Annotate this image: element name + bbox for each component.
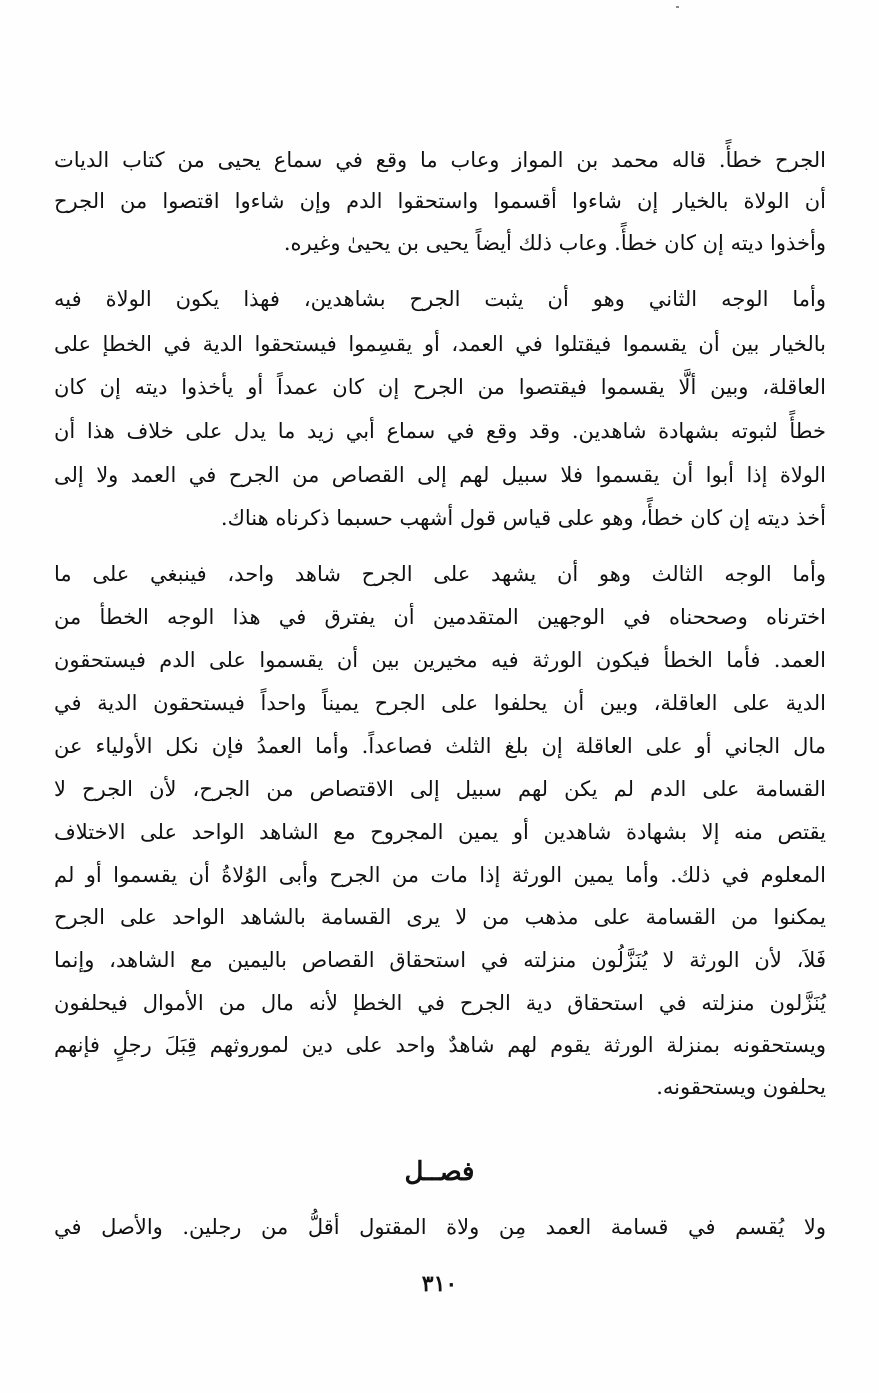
paragraph-1-line-3: وأخذوا ديته إن كان خطأً. وعاب ذلك أيضاً يحيى بن يحيىٰ وغيره.	[283, 231, 826, 255]
paragraph-3-line-9: يمكنوا من القسامة على مذهب من لا يرى القسامة بالشاهد الواحد على الجرح	[54, 905, 826, 929]
paragraph-1-line-2: أن الولاة بالخيار إن شاءوا أقسموا واستحقوا الدم وإن شاءوا اقتصوا من الجرح	[54, 189, 826, 213]
paragraph-3-line-6: القسامة على الدم لم يكن لهم سبيل إلى الاقتصاص من الجرح، لأن الجرح لا	[54, 777, 826, 801]
paragraph-4-line-1: ولا يُقسم في قسامة العمد مِن ولاة المقتول أقلُّ من رجلين. والأصل في	[54, 1215, 826, 1239]
page-number: ٣١٠	[421, 1271, 458, 1297]
paragraph-3-line-7: يقتص منه إلا بشهادة شاهدين أو يمين المجروح مع الشاهد الواحد على الاختلاف	[54, 820, 826, 844]
scan-mark	[676, 6, 679, 8]
paragraph-3-line-2: اخترناه وصححناه في الوجهين المتقدمين أن يفترق في هذا الوجه الخطأ من	[54, 605, 826, 629]
paragraph-2-line-1: وأما الوجه الثاني وهو أن يثبت الجرح بشاهدين، فهذا يكون الولاة فيه	[54, 287, 826, 311]
paragraph-3-line-12: ويستحقونه بمنزلة الورثة يقوم لهم شاهدٌ واحد على دين لموروثهم قِبَلَ رجلٍ فإنهم	[54, 1033, 826, 1057]
paragraph-3-line-5: مال الجاني أو على العاقلة إن بلغ الثلث فصاعداً. وأما العمدُ فإن نكل الأولياء عن	[54, 734, 826, 758]
paragraph-3-line-4: الدية على العاقلة، وبين أن يحلفوا على الجرح يميناً واحداً فيستحقون الدية في	[54, 691, 826, 715]
paragraph-3-line-8: المعلوم في ذلك. وأما يمين الورثة إذا مات من الجرح وأبى الوُلاةُ أن يقسموا أو لم	[54, 863, 826, 887]
paragraph-3-line-13: يحلفون ويستحقونه.	[656, 1075, 826, 1099]
paragraph-2-line-5: الولاة إذا أبوا أن يقسموا فلا سبيل لهم إلى القصاص من الجرح في العمد ولا إلى	[54, 463, 826, 487]
paragraph-3-line-1: وأما الوجه الثالث وهو أن يشهد على الجرح شاهد واحد، فينبغي على ما	[54, 562, 826, 586]
paragraph-3-line-3: العمد. فأما الخطأ فيكون الورثة فيه مخيرين بين أن يقسموا على الدم فيستحقون	[54, 648, 826, 672]
paragraph-3-line-10: فَلاَ، لأن الورثة لا يُنَزَّلُون منزلته في استحقاق القصاص باليمين مع الشاهد، وإنما	[54, 948, 826, 972]
section-heading: فصــل	[404, 1157, 475, 1187]
paragraph-2-line-6: أخذ ديته إن كان خطأً، وهو على قياس قول أشهب حسبما ذكرناه هناك.	[220, 506, 826, 530]
paragraph-3-line-11: يُنَزَّلون منزلته في استحقاق دية الجرح في الخطإ لأنه مال من الأموال فيحلفون	[54, 991, 826, 1015]
paragraph-1-line-1: الجرح خطأً. قاله محمد بن المواز وعاب ما وقع في سماع يحيى من كتاب الديات	[54, 148, 826, 172]
paragraph-2-line-3: العاقلة، وبين ألَّا يقسموا فيقتصوا من الجرح إن كان عمداً أو يأخذوا ديته إن كان	[54, 375, 826, 399]
paragraph-2-line-4: خطأً لثبوته بشهادة شاهدين. وقد وقع في سماع أبي زيد ما يدل على خلاف هذا أن	[54, 419, 826, 443]
paragraph-2-line-2: بالخيار بين أن يقسموا فيقتلوا في العمد، أو يقسِموا فيستحقوا الدية في الخطإ على	[54, 332, 826, 356]
